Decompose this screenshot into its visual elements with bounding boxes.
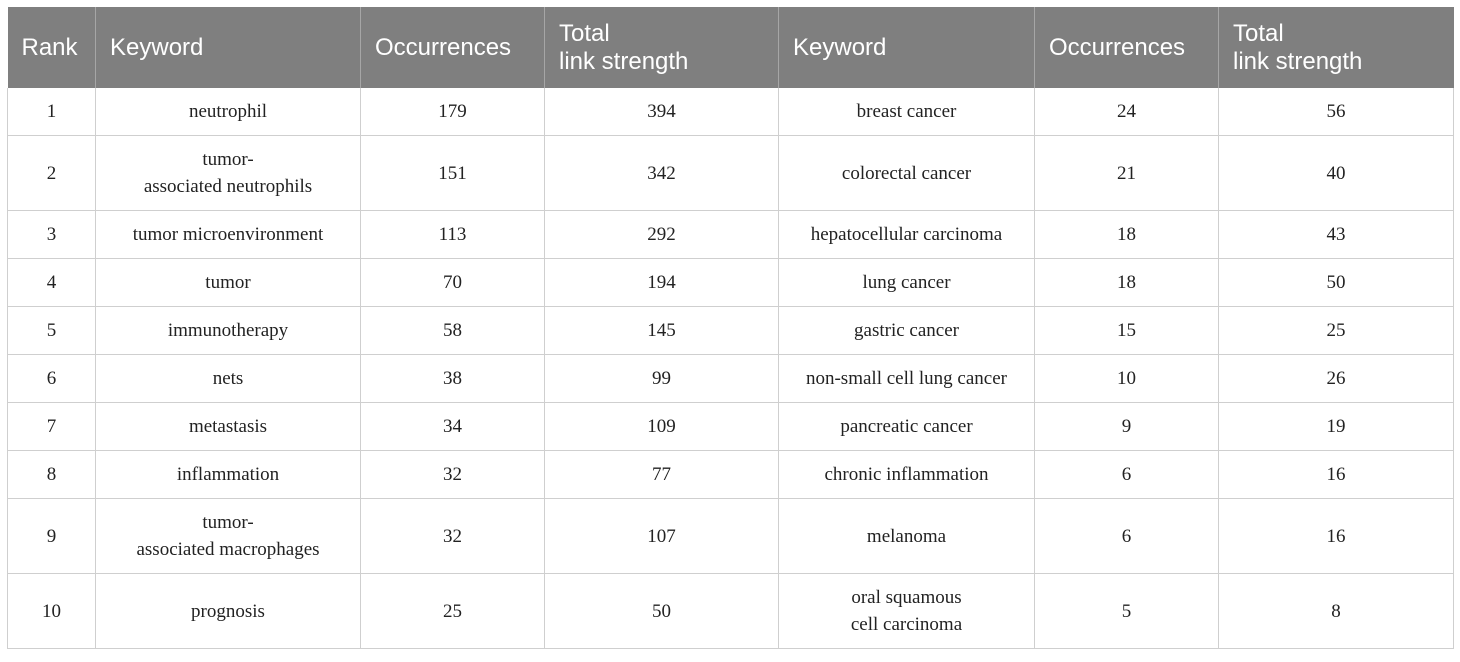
header-occurrences: Occurrences [361,7,545,88]
cell-occurrences-2: 9 [1035,403,1219,451]
cell-occurrences-2: 21 [1035,136,1219,211]
cell-occurrences: 70 [361,259,545,307]
cell-keyword: tumor microenvironment [96,211,361,259]
cell-keyword-2: gastric cancer [779,307,1035,355]
cell-keyword-2: lung cancer [779,259,1035,307]
cell-link-strength-2: 40 [1219,136,1454,211]
cell-occurrences: 179 [361,88,545,136]
cell-occurrences: 151 [361,136,545,211]
cell-keyword-2: melanoma [779,499,1035,574]
cell-link-strength: 342 [545,136,779,211]
cell-keyword-2: non-small cell lung cancer [779,355,1035,403]
table-row [8,355,1454,403]
cell-link-strength: 107 [545,499,779,574]
cell-occurrences-2: 15 [1035,307,1219,355]
cell-rank: 10 [8,574,96,649]
cell-occurrences: 25 [361,574,545,649]
cell-occurrences-2: 18 [1035,259,1219,307]
cell-occurrences-2: 6 [1035,499,1219,574]
table-row [8,307,1454,355]
header-row [8,7,1454,88]
cell-rank: 9 [8,499,96,574]
cell-rank: 4 [8,259,96,307]
cell-keyword: inflammation [96,451,361,499]
cell-rank: 2 [8,136,96,211]
cell-rank: 6 [8,355,96,403]
cell-occurrences-2: 6 [1035,451,1219,499]
cell-keyword-2: chronic inflammation [779,451,1035,499]
cell-link-strength-2: 50 [1219,259,1454,307]
header-total-link-strength-2: Total link strength [1219,7,1454,88]
cell-keyword: neutrophil [96,88,361,136]
cell-rank: 5 [8,307,96,355]
cell-occurrences: 32 [361,499,545,574]
cell-rank: 7 [8,403,96,451]
cell-occurrences-2: 10 [1035,355,1219,403]
table-row [8,403,1454,451]
cell-occurrences: 32 [361,451,545,499]
cell-keyword: tumor- associated macrophages [96,499,361,574]
cell-link-strength: 109 [545,403,779,451]
cell-link-strength-2: 16 [1219,451,1454,499]
cell-keyword: tumor- associated neutrophils [96,136,361,211]
cell-occurrences-2: 18 [1035,211,1219,259]
table-row [8,451,1454,499]
table-row [8,259,1454,307]
cell-occurrences: 58 [361,307,545,355]
cell-link-strength-2: 8 [1219,574,1454,649]
table-row [8,499,1454,574]
cell-link-strength-2: 56 [1219,88,1454,136]
header-keyword: Keyword [96,7,361,88]
cell-rank: 3 [8,211,96,259]
cell-keyword: metastasis [96,403,361,451]
cell-occurrences-2: 24 [1035,88,1219,136]
table-row [8,88,1454,136]
cell-keyword-2: pancreatic cancer [779,403,1035,451]
cell-link-strength-2: 16 [1219,499,1454,574]
cell-link-strength: 50 [545,574,779,649]
cell-occurrences-2: 5 [1035,574,1219,649]
cell-keyword-2: oral squamous cell carcinoma [779,574,1035,649]
cell-occurrences: 38 [361,355,545,403]
header-total-link-strength: Total link strength [545,7,779,88]
table-row [8,136,1454,211]
cell-occurrences: 113 [361,211,545,259]
cell-occurrences: 34 [361,403,545,451]
cell-link-strength: 99 [545,355,779,403]
cell-link-strength-2: 43 [1219,211,1454,259]
table-row [8,211,1454,259]
cell-keyword: prognosis [96,574,361,649]
cell-link-strength: 145 [545,307,779,355]
cell-keyword: nets [96,355,361,403]
header-keyword-2: Keyword [779,7,1035,88]
cell-keyword-2: colorectal cancer [779,136,1035,211]
cell-rank: 1 [8,88,96,136]
keyword-table [7,7,1454,649]
cell-link-strength-2: 26 [1219,355,1454,403]
cell-rank: 8 [8,451,96,499]
cell-keyword-2: breast cancer [779,88,1035,136]
cell-link-strength: 394 [545,88,779,136]
cell-keyword-2: hepatocellular carcinoma [779,211,1035,259]
cell-link-strength-2: 19 [1219,403,1454,451]
table-row [8,574,1454,649]
cell-link-strength: 292 [545,211,779,259]
header-occurrences-2: Occurrences [1035,7,1219,88]
cell-link-strength: 77 [545,451,779,499]
cell-link-strength-2: 25 [1219,307,1454,355]
keyword-table-container [7,7,1453,649]
header-rank: Rank [8,7,96,88]
cell-keyword: tumor [96,259,361,307]
cell-link-strength: 194 [545,259,779,307]
cell-keyword: immunotherapy [96,307,361,355]
